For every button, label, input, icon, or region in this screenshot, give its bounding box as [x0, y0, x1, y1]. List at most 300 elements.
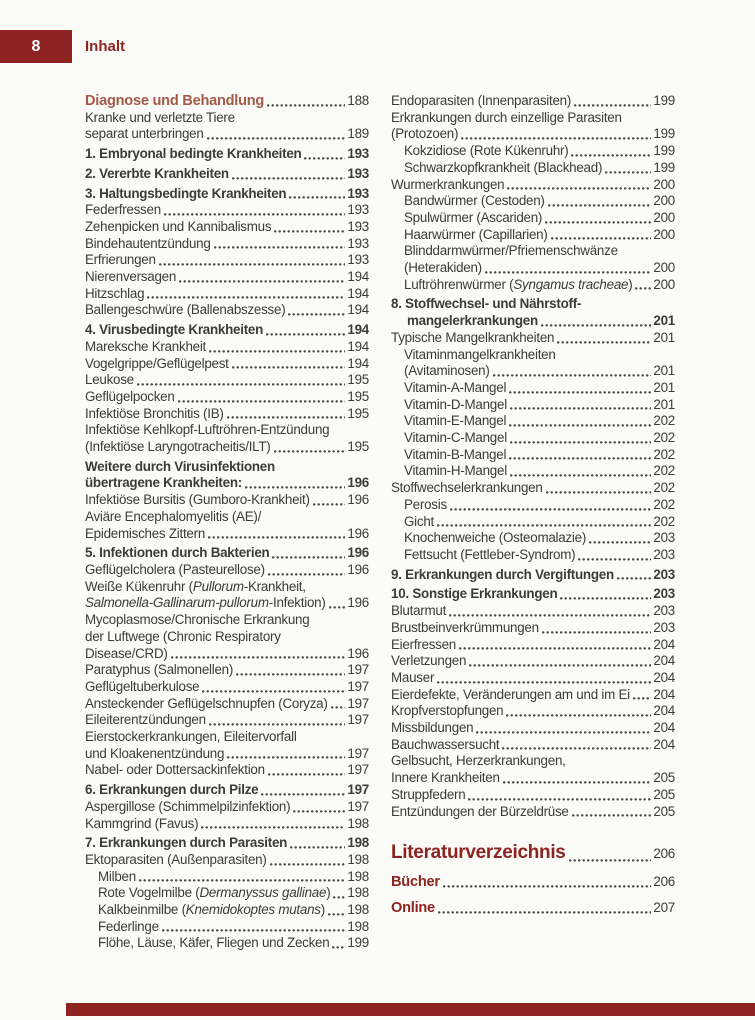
- toc-entry-line: [85, 729, 369, 746]
- dot-leader: [329, 595, 346, 612]
- toc-entry-label: 5. Infektionen durch Bakterien: [85, 545, 270, 561]
- toc-entry-page: 198: [347, 835, 369, 851]
- dot-leader: [507, 177, 651, 194]
- dot-leader: [232, 356, 346, 373]
- toc-entry-label: Missbildungen: [391, 720, 474, 736]
- toc-entry: [391, 347, 675, 380]
- toc-entry: [85, 935, 369, 952]
- toc-entry-line: [85, 475, 369, 492]
- dot-leader: [449, 603, 651, 620]
- toc-entry-page: 200: [653, 176, 675, 192]
- toc-entry-label: 4. Virusbedingte Krankheiten: [85, 322, 264, 338]
- toc-entry-label: Eierdefekte, Veränderungen am und im Ei: [391, 686, 630, 702]
- toc-entry-line: [85, 126, 369, 143]
- toc-entry-label: Brustbeinverkrümmungen: [391, 619, 539, 635]
- toc-entry-label: Flöhe, Läuse, Käfer, Fliegen und Zecken: [98, 935, 330, 951]
- dot-leader: [450, 497, 652, 514]
- dot-leader: [493, 363, 652, 380]
- toc-entry-label: Typische Mangelkrankheiten: [391, 329, 555, 345]
- toc-entry-label: Geflügeltuberkulose: [85, 678, 200, 694]
- dot-leader: [461, 126, 651, 143]
- toc-entry-line: [391, 737, 675, 754]
- toc-entry-line: [85, 579, 369, 596]
- toc-entry-line: [391, 874, 675, 891]
- toc-entry-line: [404, 260, 675, 277]
- toc-entry-line: [85, 389, 369, 406]
- toc-entry-label: Rote Vogelmilbe (Dermanyssus gallinae): [98, 885, 331, 901]
- toc-entry-line: [98, 902, 369, 919]
- toc-entry: [391, 874, 675, 891]
- toc-entry: [391, 413, 675, 430]
- toc-entry-page: 202: [653, 496, 675, 512]
- dot-leader: [288, 302, 345, 319]
- toc-entry-line: [391, 110, 675, 127]
- dot-leader: [227, 406, 346, 423]
- dot-leader: [293, 799, 345, 816]
- toc-entry: [85, 372, 369, 389]
- toc-entry-page: 196: [347, 475, 369, 491]
- toc-entry-label: Entzündungen der Bürzeldrüse: [391, 803, 569, 819]
- toc-entry-label: Haarwürmer (Capillarien): [404, 226, 548, 242]
- toc-entry-page: 193: [347, 185, 369, 201]
- toc-entry-line: [85, 509, 369, 526]
- toc-entry-page: 198: [347, 902, 369, 918]
- toc-entry-label: Milben: [98, 868, 136, 884]
- toc-entry: [391, 620, 675, 637]
- toc-entry-label: Stoffwechselerkrankungen: [391, 480, 543, 496]
- dot-leader: [569, 841, 652, 865]
- toc-entry: [391, 397, 675, 414]
- toc-entry-page: 199: [653, 93, 675, 108]
- toc-columns: [85, 93, 675, 952]
- dot-leader: [208, 526, 345, 543]
- toc-entry-line: [85, 269, 369, 286]
- toc-entry-line: [391, 653, 675, 670]
- toc-entry-page: 197: [347, 712, 369, 728]
- dot-leader: [437, 514, 651, 531]
- toc-entry: [85, 579, 369, 612]
- dot-leader: [274, 219, 345, 236]
- toc-entry: [391, 110, 675, 143]
- toc-entry-label: Vitamin-B-Mangel: [404, 446, 507, 462]
- toc-entry-label: Aspergillose (Schimmelpilzinfektion): [85, 798, 291, 814]
- toc-entry-page: 206: [653, 846, 675, 862]
- toc-entry-label: Online: [391, 899, 435, 916]
- toc-entry-page: 205: [653, 803, 675, 819]
- dot-leader: [178, 389, 346, 406]
- toc-entry: [85, 459, 369, 492]
- dot-leader: [267, 93, 345, 110]
- dot-leader: [574, 93, 651, 110]
- toc-entry-label: Kropfverstopfungen: [391, 703, 504, 719]
- toc-entry-label: Wurmerkrankungen: [391, 176, 505, 192]
- toc-entry: [391, 804, 675, 821]
- dot-leader: [201, 816, 345, 833]
- toc-entry-label: Perosis: [404, 496, 447, 512]
- dot-leader: [617, 567, 652, 584]
- toc-entry-label: Struppfedern: [391, 786, 466, 802]
- toc-entry: [391, 227, 675, 244]
- toc-entry-page: 196: [347, 645, 369, 661]
- toc-entry-line: [85, 712, 369, 729]
- dot-leader: [541, 313, 651, 330]
- toc-entry-line: [85, 166, 369, 183]
- toc-entry-line: [391, 620, 675, 637]
- toc-entry: [85, 422, 369, 455]
- toc-entry-label: Epidemisches Zittern: [85, 525, 206, 541]
- toc-entry-label: separat unterbringen: [85, 126, 204, 142]
- dot-leader: [502, 737, 651, 754]
- toc-entry-line: [404, 497, 675, 514]
- toc-entry-page: 198: [347, 868, 369, 884]
- toc-entry-page: 197: [347, 782, 369, 798]
- dot-leader: [209, 339, 345, 356]
- toc-entry-line: [85, 746, 369, 763]
- toc-entry: [85, 509, 369, 542]
- toc-entry-page: 201: [653, 329, 675, 345]
- toc-entry-page: 201: [653, 396, 675, 412]
- toc-entry: [391, 497, 675, 514]
- toc-entry-line: [391, 586, 675, 603]
- toc-entry-label: Blutarmut: [391, 603, 447, 619]
- toc-entry: [85, 236, 369, 253]
- dot-leader: [510, 463, 651, 480]
- toc-entry: [391, 567, 675, 584]
- toc-entry-label: Innere Krankheiten: [391, 770, 500, 786]
- toc-entry: [391, 480, 675, 497]
- toc-entry: [85, 252, 369, 269]
- toc-entry-page: 189: [347, 126, 369, 142]
- toc-entry-line: [404, 160, 675, 177]
- toc-entry: [391, 177, 675, 194]
- toc-entry-page: 197: [347, 678, 369, 694]
- dot-leader: [272, 545, 345, 562]
- toc-entry-line: [85, 459, 369, 476]
- toc-entry-line: [404, 143, 675, 160]
- dot-leader: [509, 413, 651, 430]
- toc-entry-label: Bandwürmer (Cestoden): [404, 193, 545, 209]
- toc-entry: [391, 430, 675, 447]
- toc-entry: [85, 202, 369, 219]
- toc-entry-label: Zehenpicken und Kannibalismus: [85, 218, 272, 234]
- toc-entry: [391, 653, 675, 670]
- toc-entry: [85, 93, 369, 110]
- toc-entry-page: 194: [347, 322, 369, 338]
- toc-entry: [391, 160, 675, 177]
- toc-entry-page: 195: [347, 439, 369, 455]
- toc-entry: [391, 586, 675, 603]
- toc-entry-line: [85, 835, 369, 852]
- toc-entry: [85, 729, 369, 762]
- toc-entry-line: [391, 603, 675, 620]
- toc-entry-label: Weitere durch Virusinfektionen: [85, 458, 275, 474]
- dot-leader: [268, 562, 346, 579]
- toc-entry: [85, 885, 369, 902]
- toc-entry-line: [404, 430, 675, 447]
- toc-entry: [391, 603, 675, 620]
- toc-entry: [391, 670, 675, 687]
- toc-entry-label: Literaturverzeichnis: [391, 842, 566, 864]
- toc-entry-page: 205: [653, 770, 675, 786]
- toc-entry-page: 194: [347, 285, 369, 301]
- dot-leader: [510, 430, 651, 447]
- dot-leader: [207, 126, 346, 143]
- toc-entry-line: [404, 547, 675, 564]
- toc-entry-label: Eierstockerkrankungen, Eileitervorfall: [85, 729, 297, 745]
- toc-entry-page: 202: [653, 480, 675, 496]
- toc-entry-label: mangelerkrankungen: [407, 313, 538, 329]
- toc-entry-page: 203: [653, 586, 675, 602]
- toc-entry-page: 200: [653, 209, 675, 225]
- toc-entry-label: Mareksche Krankheit: [85, 338, 207, 354]
- toc-entry: [85, 492, 369, 509]
- toc-entry-line: [404, 347, 675, 364]
- toc-entry-page: 196: [347, 561, 369, 577]
- toc-entry-line: [85, 799, 369, 816]
- toc-entry: [85, 166, 369, 183]
- toc-entry-label: Vitamin-D-Mangel: [404, 396, 507, 412]
- toc-entry-label: Erfrierungen: [85, 252, 156, 268]
- toc-entry-page: 199: [653, 143, 675, 159]
- toc-entry: [391, 277, 675, 294]
- dot-leader: [605, 160, 651, 177]
- dot-leader: [147, 286, 345, 303]
- toc-entry: [85, 679, 369, 696]
- toc-entry-page: 195: [347, 405, 369, 421]
- toc-entry: [85, 835, 369, 852]
- dot-leader: [437, 670, 651, 687]
- toc-entry: [85, 816, 369, 833]
- toc-entry-line: [391, 177, 675, 194]
- dot-leader: [274, 439, 346, 456]
- toc-entry-line: [404, 193, 675, 210]
- toc-entry-line: [85, 679, 369, 696]
- toc-entry-page: 207: [653, 899, 675, 915]
- toc-entry-line: [85, 439, 369, 456]
- toc-entry-page: 196: [347, 595, 369, 611]
- toc-entry-page: 198: [347, 815, 369, 831]
- toc-entry-label: 10. Sonstige Erkrankungen: [391, 586, 558, 602]
- toc-entry-line: [85, 252, 369, 269]
- toc-entry-page: 188: [347, 93, 369, 108]
- toc-entry-label: Geflügelpocken: [85, 388, 175, 404]
- toc-entry-line: [85, 302, 369, 319]
- dot-leader: [589, 530, 651, 547]
- toc-entry-label: 6. Erkrankungen durch Pilze: [85, 782, 259, 798]
- toc-entry-line: [85, 492, 369, 509]
- toc-entry-line: [85, 629, 369, 646]
- toc-entry-line: [85, 816, 369, 833]
- toc-entry-label: Vogelgrippe/Geflügelpest: [85, 355, 229, 371]
- dot-leader: [546, 480, 652, 497]
- toc-entry-label: Geflügelcholera (Pasteurellose): [85, 561, 265, 577]
- toc-entry-label: Eierfressen: [391, 636, 456, 652]
- toc-entry: [391, 703, 675, 720]
- toc-entry-page: 196: [347, 525, 369, 541]
- toc-entry-line: [391, 787, 675, 804]
- toc-entry-label: (Avitaminosen): [404, 363, 490, 379]
- toc-entry-label: Federlinge: [98, 918, 159, 934]
- toc-entry-line: [391, 703, 675, 720]
- toc-entry-page: 193: [347, 252, 369, 268]
- toc-entry-line: [404, 227, 675, 244]
- toc-entry: [391, 753, 675, 786]
- dot-leader: [548, 193, 652, 210]
- toc-entry-page: 195: [347, 372, 369, 388]
- toc-entry-page: 201: [653, 379, 675, 395]
- toc-entry-page: 193: [347, 146, 369, 162]
- dot-leader: [557, 330, 651, 347]
- toc-entry-line: [85, 646, 369, 663]
- dot-leader: [443, 874, 652, 891]
- toc-entry-line: [404, 463, 675, 480]
- toc-entry-label: Bauchwassersucht: [391, 736, 500, 752]
- dot-leader: [202, 679, 345, 696]
- dot-leader: [459, 637, 651, 654]
- toc-entry-line: [404, 363, 675, 380]
- toc-entry-page: 197: [347, 745, 369, 761]
- toc-entry-label: Federfressen: [85, 202, 161, 218]
- toc-entry-label: Endoparasiten (Innenparasiten): [391, 93, 572, 108]
- toc-entry: [85, 799, 369, 816]
- toc-entry-label: Blinddarmwürmer/Pfriemenschwänze: [404, 243, 618, 259]
- toc-entry-page: 203: [653, 546, 675, 562]
- toc-entry: [391, 447, 675, 464]
- dot-leader: [270, 852, 346, 869]
- dot-leader: [560, 586, 651, 603]
- dot-leader: [633, 687, 652, 704]
- toc-entry-line: [85, 852, 369, 869]
- dot-leader: [159, 252, 346, 269]
- toc-entry-label: der Luftwege (Chronic Respiratory: [85, 628, 281, 644]
- toc-entry-line: [85, 356, 369, 373]
- toc-entry: [85, 146, 369, 163]
- toc-entry-line: [85, 236, 369, 253]
- dot-leader: [214, 236, 346, 253]
- toc-entry-label: Weiße Kükenruhr (Pullorum-Krankheit,: [85, 578, 306, 594]
- dot-leader: [266, 322, 345, 339]
- toc-entry-label: Verletzungen: [391, 653, 467, 669]
- toc-entry-page: 199: [653, 126, 675, 142]
- toc-entry-page: 200: [653, 193, 675, 209]
- toc-entry: [391, 243, 675, 276]
- dot-leader: [509, 447, 651, 464]
- toc-entry: [85, 219, 369, 236]
- toc-entry-page: 202: [653, 413, 675, 429]
- toc-entry-label: Eileiterentzündungen: [85, 712, 206, 728]
- toc-entry-line: [85, 219, 369, 236]
- toc-entry-label: Infektiöse Bursitis (Gumboro-Krankheit): [85, 492, 310, 508]
- toc-entry-line: [404, 243, 675, 260]
- dot-leader: [179, 269, 345, 286]
- toc-entry-line: [404, 277, 675, 294]
- toc-entry-page: 194: [347, 355, 369, 371]
- toc-entry-line: [391, 687, 675, 704]
- toc-entry-line: [404, 514, 675, 531]
- toc-entry-line: [391, 900, 675, 917]
- toc-entry-line: [391, 567, 675, 584]
- toc-entry-line: [85, 696, 369, 713]
- dot-leader: [261, 782, 345, 799]
- dot-leader: [468, 787, 651, 804]
- toc-entry: [85, 852, 369, 869]
- toc-entry: [391, 530, 675, 547]
- toc-entry-label: (Protozoen): [391, 126, 459, 142]
- toc-entry-page: 203: [653, 566, 675, 582]
- toc-entry-page: 197: [347, 662, 369, 678]
- toc-entry: [391, 900, 675, 917]
- toc-entry-label: Gelbsucht, Herzerkrankungen,: [391, 753, 566, 769]
- toc-entry-page: 193: [347, 202, 369, 218]
- toc-entry-line: [391, 670, 675, 687]
- toc-entry-label: Erkrankungen durch einzellige Parasiten: [391, 109, 622, 125]
- toc-entry-page: 206: [653, 874, 675, 890]
- toc-entry-label: Schwarzkopfkrankheit (Blackhead): [404, 159, 603, 175]
- toc-entry-label: 9. Erkrankungen durch Vergiftungen: [391, 566, 614, 582]
- toc-entry-line: [391, 770, 675, 787]
- toc-entry: [391, 547, 675, 564]
- dot-leader: [485, 260, 652, 277]
- toc-entry: [85, 110, 369, 143]
- dot-leader: [137, 372, 346, 389]
- toc-entry-line: [391, 296, 675, 313]
- dot-leader: [164, 202, 346, 219]
- toc-entry: [85, 662, 369, 679]
- toc-entry-line: [85, 595, 369, 612]
- toc-entry-label: Salmonella-Gallinarum-pullorum-Infektion): [85, 595, 326, 611]
- dot-leader: [236, 662, 345, 679]
- toc-entry: [391, 380, 675, 397]
- toc-entry-label: Vitaminmangelkrankheiten: [404, 346, 556, 362]
- toc-entry-line: [85, 202, 369, 219]
- toc-entry-label: Nabel- oder Dottersackinfektion: [85, 762, 265, 778]
- dot-leader: [509, 380, 651, 397]
- toc-entry-line: [85, 322, 369, 339]
- toc-entry-page: 201: [653, 313, 675, 329]
- toc-entry-line: [98, 919, 369, 936]
- toc-entry: [85, 322, 369, 339]
- toc-entry-line: [85, 372, 369, 389]
- toc-entry-line: [85, 339, 369, 356]
- toc-entry-page: 196: [347, 545, 369, 561]
- toc-entry: [85, 782, 369, 799]
- toc-entry: [85, 302, 369, 319]
- toc-entry-page: 203: [653, 530, 675, 546]
- dot-leader: [139, 869, 345, 886]
- toc-entry-page: 203: [653, 603, 675, 619]
- toc-entry-line: [391, 126, 675, 143]
- toc-entry-page: 204: [653, 720, 675, 736]
- toc-entry: [391, 193, 675, 210]
- toc-entry-line: [391, 313, 675, 330]
- toc-entry-page: 193: [347, 235, 369, 251]
- toc-entry-page: 198: [347, 918, 369, 934]
- toc-entry-page: 197: [347, 798, 369, 814]
- toc-entry-page: 199: [653, 159, 675, 175]
- toc-entry-page: 204: [653, 703, 675, 719]
- toc-entry-page: 204: [653, 653, 675, 669]
- toc-column-left: [85, 93, 369, 952]
- toc-entry-label: Infektiöse Kehlkopf-Luftröhren-Entzündung: [85, 422, 330, 438]
- toc-entry-line: [85, 186, 369, 203]
- toc-entry-line: [85, 110, 369, 127]
- toc-entry-label: (Infektiöse Laryngotracheitis/ILT): [85, 439, 271, 455]
- toc-entry-line: [85, 782, 369, 799]
- toc-entry: [391, 637, 675, 654]
- toc-entry-line: [85, 286, 369, 303]
- toc-entry-label: Knochenweiche (Osteomalazie): [404, 530, 587, 546]
- toc-entry-label: Kammgrind (Favus): [85, 815, 199, 831]
